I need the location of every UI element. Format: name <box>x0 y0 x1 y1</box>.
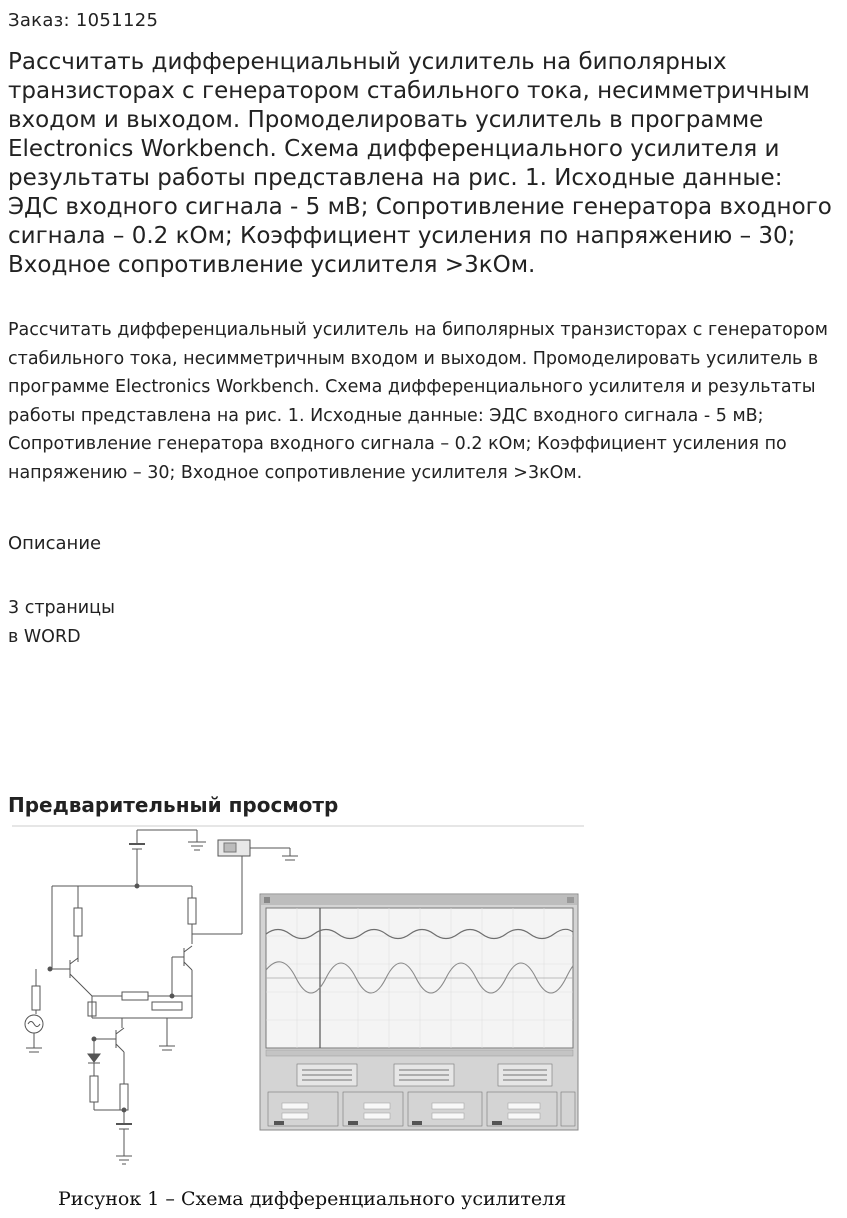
circuit-schematic <box>25 830 298 1164</box>
description-section-label: Описание <box>8 533 102 554</box>
page-title: Рассчитать дифференциальный усилитель на биполярных транзисторах с генератором стабильного тока, несимметричным входом и выходом. Промоделировать усилитель в программе Electronics Workbench. Схема дифференциального усилителя и результаты работы представлена на рис. 1. Исходные данные: ЭДС входного сигнала - 5 мВ; Сопротивление генератора входного сигнала – 0.2 кОм; Коэффициент усиления по напряжению – 30; Входное сопротивление усилителя >3кОм. <box>8 49 832 278</box>
page-count: 3 страницы <box>8 598 115 618</box>
oscilloscope-window <box>260 894 578 1130</box>
order-number: Заказ: 1051125 <box>8 10 159 31</box>
circuit-preview-image <box>12 822 588 1182</box>
document-meta <box>8 594 115 652</box>
description-text: Рассчитать дифференциальный усилитель на биполярных транзисторах с генератором стабильного тока, несимметричным входом и выходом. Промоделировать усилитель в программе Electronics Workbench. Схема дифференциального усилителя и результаты работы представлена на рис. 1. Исходные данные: ЭДС входного сигнала - 5 мВ; Сопротивление генератора входного сигнала – 0.2 кОм; Коэффициент усиления по напряжению – 30; Входное сопротивление усилителя >3кОм. <box>8 320 828 483</box>
file-format: в WORD <box>8 627 81 647</box>
preview-heading: Предварительный просмотр <box>8 793 339 817</box>
figure-caption: Рисунок 1 – Схема дифференциального усилителя <box>58 1188 567 1210</box>
